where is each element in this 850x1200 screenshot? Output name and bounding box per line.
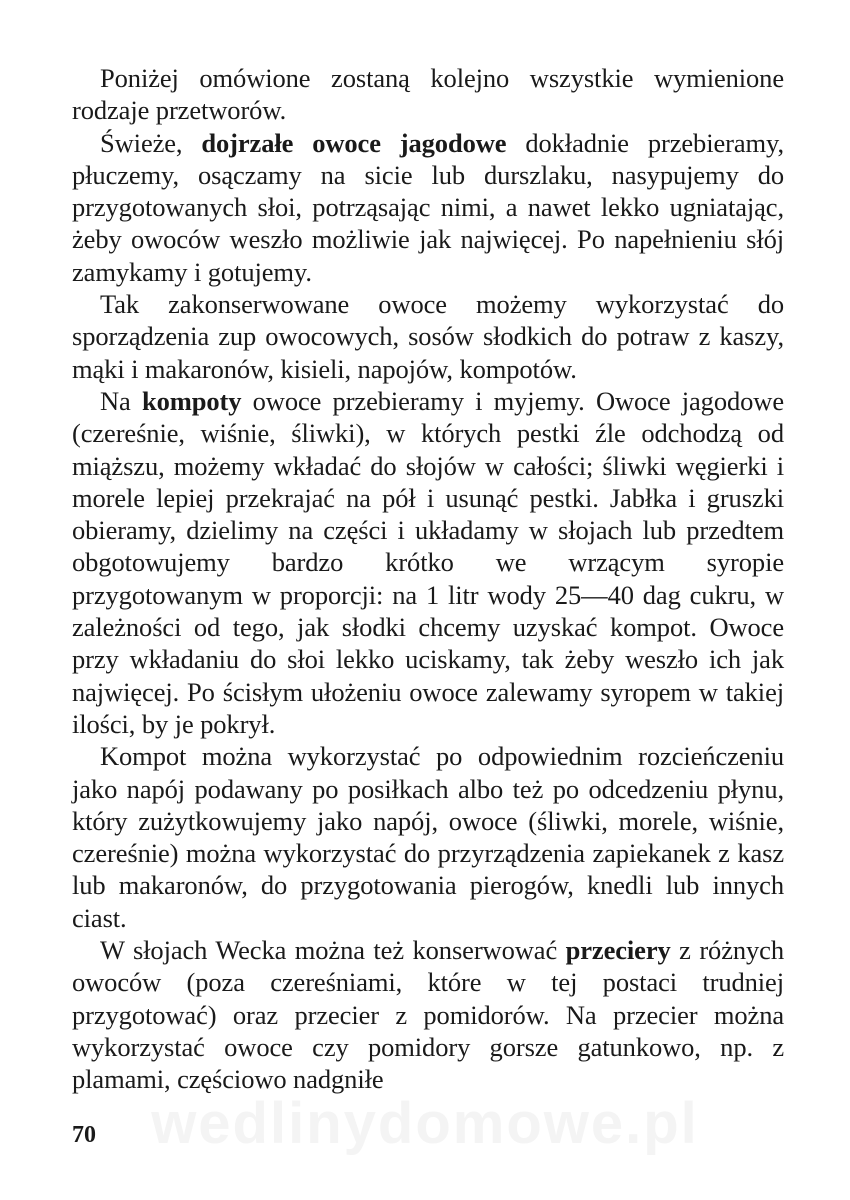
page-body	[72, 62, 784, 1162]
text-block	[72, 62, 784, 1096]
paragraph-berries	[72, 127, 784, 288]
text-run: Tak zakonserwowane owoce możemy wykorzystać do sporządzenia zup owocowych, sosów słodkich do potraw z kaszy, mąki i makaronów, kisieli, napojów, kompotów.	[72, 289, 784, 384]
bold-term: przeciery	[565, 935, 671, 966]
paragraph-compotes	[72, 385, 784, 740]
bold-term: kompoty	[141, 385, 242, 416]
text-run: dokładnie przebieramy, płuczemy, osączamy na sicie lub durszlaku, nasypujemy do przygotowanych słoi, potrząsając nimi, a nawet lekko ugniatając, żeby owoców weszło możliwie jak najwięcej. Po napełnieniu słój zamykamy i gotujemy.	[72, 127, 784, 287]
paragraph-intro	[72, 62, 784, 127]
text-run: Świeże,	[100, 127, 202, 158]
paragraph-uses	[72, 288, 784, 385]
text-run: W słojach Wecka można też konserwować	[100, 935, 566, 966]
page-number: 70	[72, 1122, 96, 1148]
paragraph-purees	[72, 934, 784, 1095]
paragraph-compote-uses	[72, 740, 784, 934]
text-run: owoce przebieramy i myjemy. Owoce jagodowe (czereśnie, wiśnie, śliwki), w których pestki źle odchodzą od miąższu, możemy wkładać do słojów w całości; śliwki węgierki i morele lepiej przekrajać na pół i usunąć pestki. Jabłka i gruszki obieramy, dzielimy na części i układamy w słojach lub przedtem obgotowujemy bardzo krótko we wrzącym syropie przygotowanym w proporcji: na 1 litr wody 25—40 dag cukru, w zależności od tego, jak słodki chcemy uzyskać kompot. Owoce przy wkładaniu do słoi lekko uciskamy, tak żeby weszło ich jak najwięcej. Po ścisłym ułożeniu owoce zalewamy syropem w takiej ilości, by je pokrył.	[72, 385, 784, 739]
watermark: wedlinydomowe.pl	[151, 1091, 699, 1156]
bold-term: dojrzałe owoce jagodowe	[201, 127, 507, 158]
text-run: Na	[100, 385, 142, 416]
text-run: Poniżej omówione zostaną kolejno wszystkie wymienione rodzaje przetworów.	[72, 63, 784, 126]
text-run: Kompot można wykorzystać po odpowiednim rozcieńczeniu jako napój podawany po posiłkach albo też po odcedzeniu płynu, który zużytkowujemy jako napój, owoce (śliwki, morele, wiśnie, czereśnie) można wykorzystać do przyrządzenia zapiekanek z kasz lub makaronów, do przygotowania pierogów, knedli lub innych ciast.	[72, 741, 784, 933]
text-run: z różnych owoców (poza czereśniami, które w tej postaci trudniej przygotować) oraz przecier z pomidorów. Na przecier można wykorzystać owoce czy pomidory gorsze gatunkowo, np. z plamami, częściowo nadgniłe	[72, 935, 784, 1095]
